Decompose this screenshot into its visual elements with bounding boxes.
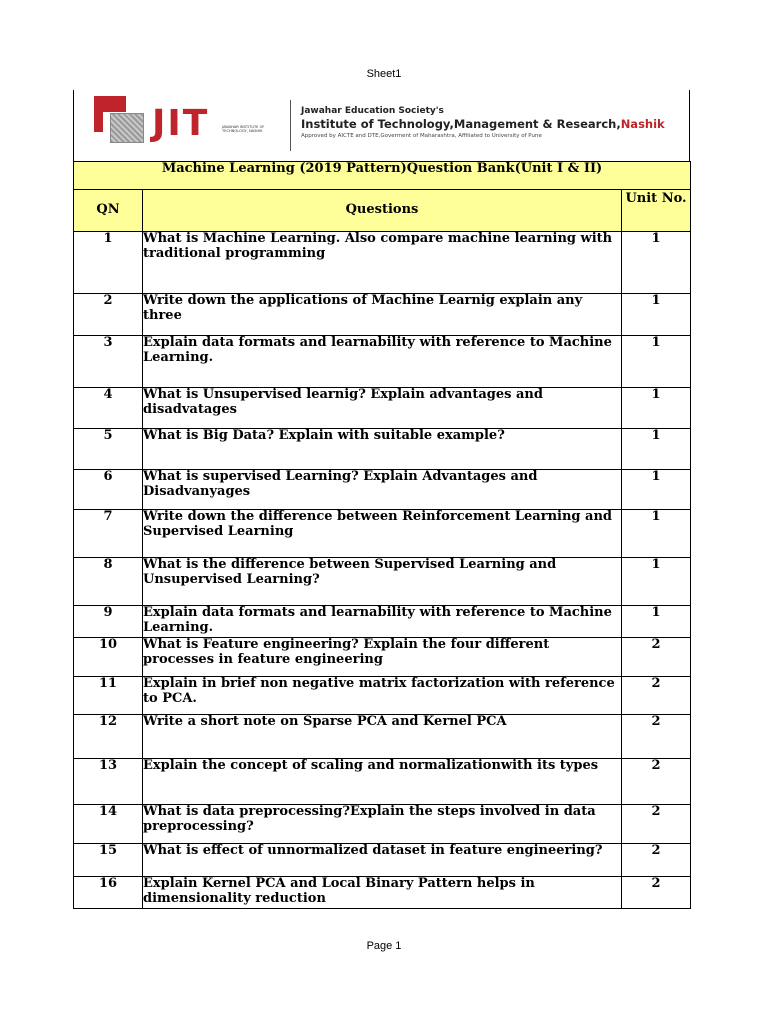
qn-cell: 14 [74,805,143,844]
table-row [74,294,691,336]
question-cell: Write down the difference between Reinforcement Learning and Supervised Learning [143,510,622,558]
jit-logo [94,96,284,152]
unit-cell: 2 [622,844,691,877]
qn-cell: 11 [74,677,143,715]
unit-cell: 1 [622,606,691,638]
question-cell: Explain in brief non negative matrix factorization with reference to PCA. [143,677,622,715]
qn-cell: 2 [74,294,143,336]
question-cell: Explain data formats and learnability with reference to Machine Learning. [143,606,622,638]
society-name: Jawahar Education Society's [301,106,444,116]
qn-cell: 5 [74,429,143,470]
question-cell: What is effect of unnormalized dataset in feature engineering? [143,844,622,877]
qn-cell: 3 [74,336,143,388]
qn-cell: 9 [74,606,143,638]
table-row [74,388,691,429]
unit-cell: 2 [622,759,691,805]
qn-cell: 12 [74,715,143,759]
institute-city: Nashik [620,117,665,131]
unit-cell: 2 [622,677,691,715]
question-bank-table [73,161,691,909]
unit-cell: 1 [622,336,691,388]
question-cell: What is the difference between Supervised Learning and Unsupervised Learning? [143,558,622,606]
unit-cell: 1 [622,558,691,606]
unit-cell: 2 [622,715,691,759]
table-title: Machine Learning (2019 Pattern)Question Bank(Unit I & II) [74,162,691,190]
institute-info [301,106,665,141]
unit-cell: 1 [622,294,691,336]
qn-cell: 8 [74,558,143,606]
unit-cell: 2 [622,805,691,844]
question-cell: What is Feature engineering? Explain the four different processes in feature engineering [143,638,622,677]
table-row [74,558,691,606]
table-row [74,232,691,294]
institute-header [73,90,690,161]
table-row [74,336,691,388]
question-cell: What is data preprocessing?Explain the steps involved in data preprocessing? [143,805,622,844]
approval-text: Approved by AICTE and DTE,Goverment of Maharashtra, Affiliated to University of Pune [301,133,542,139]
logo-brand-subtext: JAWAHAR INSTITUTE OF TECHNOLOGY, NASHIK [222,125,265,134]
question-cell: Write a short note on Sparse PCA and Kernel PCA [143,715,622,759]
logo-brand-text: JIT [152,103,210,144]
unit-cell: 1 [622,510,691,558]
unit-cell: 1 [622,388,691,429]
qn-cell: 16 [74,877,143,909]
question-cell: What is Unsupervised learnig? Explain advantages and disadvatages [143,388,622,429]
institute-name-text: Institute of Technology,Management & Research, [301,117,621,131]
unit-cell: 2 [622,877,691,909]
institute-name [301,117,665,132]
table-row [74,510,691,558]
question-cell: Write down the applications of Machine Learnig explain any three [143,294,622,336]
logo-building-image [110,113,144,143]
qn-cell: 1 [74,232,143,294]
header-qn: QN [74,190,143,232]
table-row [74,638,691,677]
question-cell: What is Machine Learning. Also compare machine learning with traditional programming [143,232,622,294]
qn-cell: 7 [74,510,143,558]
question-cell: Explain the concept of scaling and normalizationwith its types [143,759,622,805]
unit-cell: 2 [622,638,691,677]
table-row [74,759,691,805]
qn-cell: 13 [74,759,143,805]
question-cell: Explain Kernel PCA and Local Binary Pattern helps in dimensionality reduction [143,877,622,909]
table-row [74,470,691,510]
logo-red-stem [94,96,103,132]
question-cell: What is Big Data? Explain with suitable example? [143,429,622,470]
unit-cell: 1 [622,470,691,510]
qn-cell: 10 [74,638,143,677]
qn-cell: 15 [74,844,143,877]
table-row [74,677,691,715]
table-row [74,844,691,877]
unit-cell: 1 [622,429,691,470]
page-number: Page 1 [366,940,402,952]
question-cell: Explain data formats and learnability with reference to Machine Learning. [143,336,622,388]
table-row [74,606,691,638]
sheet-name: Sheet1 [366,68,402,80]
unit-cell: 1 [622,232,691,294]
table-row [74,429,691,470]
header-unit-no: Unit No. [622,190,691,232]
table-row [74,805,691,844]
header-questions: Questions [143,190,622,232]
table-row [74,877,691,909]
table-row [74,715,691,759]
qn-cell: 4 [74,388,143,429]
qn-cell: 6 [74,470,143,510]
logo-divider [290,100,291,151]
question-cell: What is supervised Learning? Explain Advantages and Disadvanyages [143,470,622,510]
